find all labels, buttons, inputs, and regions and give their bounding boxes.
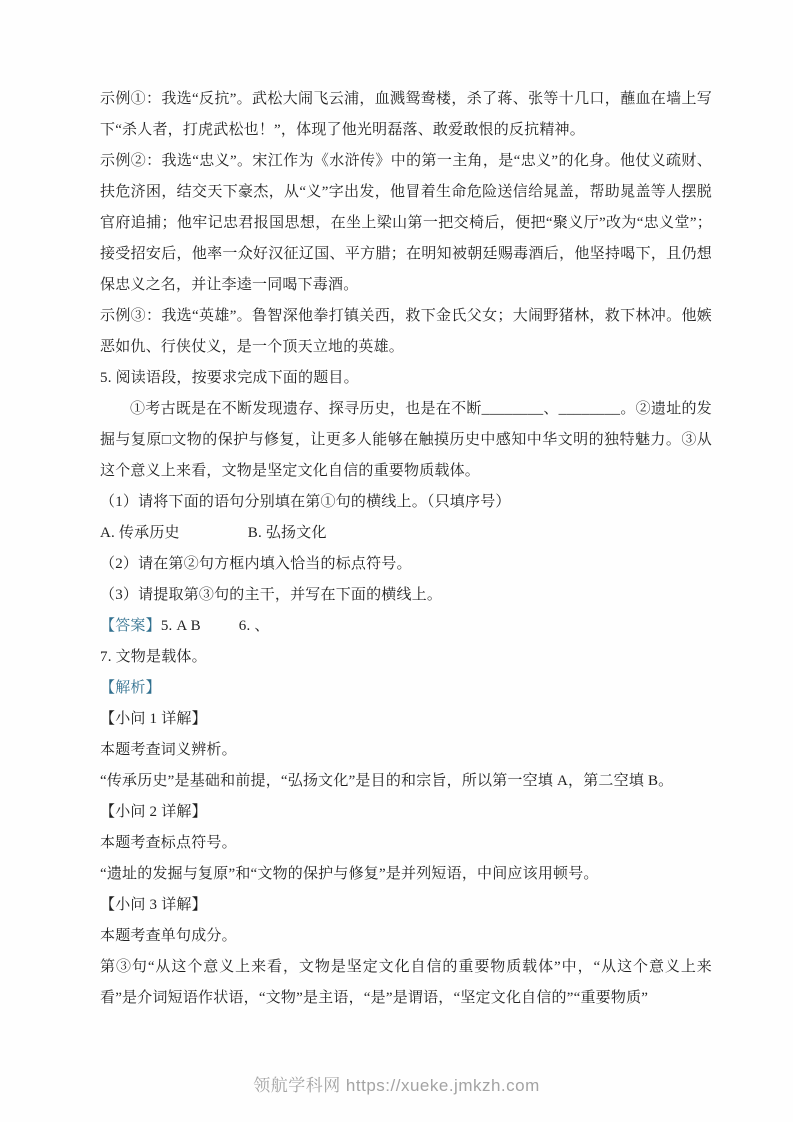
detail-header: 【小问 1 详解】 — [100, 711, 207, 727]
watermark-text: 领航学科网 https://xueke.jmkzh.com — [253, 1076, 540, 1095]
subquestion-2-header — [100, 797, 712, 828]
subquestion-1-explanation — [100, 766, 712, 797]
answer-label: 【答案】 — [100, 618, 161, 634]
detail-header: 【小问 2 详解】 — [100, 804, 207, 820]
answer-line — [100, 611, 712, 642]
subquestion-2-explanation — [100, 859, 712, 890]
paragraph-text: 示例③：我选“英雄”。鲁智深他拳打镇关西，救下金氏父女；大闹野猪林，救下林冲。他嫉恶如仇、行侠仗义，是一个顶天立地的英雄。 — [100, 308, 712, 355]
subquestion-3-intro — [100, 921, 712, 952]
subquestion-2-intro — [100, 828, 712, 859]
example-3-paragraph — [100, 301, 712, 363]
answer-5: 5. A B — [160, 618, 201, 634]
paragraph-text: 示例②：我选“忠义”。宋江作为《水浒传》中的第一主角，是“忠义”的化身。他仗义疏财、扶危济困，结交天下豪杰，从“义”字出发，他冒着生命危险送信给晁盖，帮助晁盖等人摆脱官府追捕；他牢记忠君报国思想，在坐上梁山第一把交椅后，便把“聚义厅”改为“忠义堂”；接受招安后，他率一众好汉征辽国、平方腊；在明知被朝廷赐毒酒后，他坚持喝下，且仍想保忠义之名，并让李逵一同喝下毒酒。 — [100, 153, 712, 293]
explanation-text: “传承历史”是基础和前提，“弘扬文化”是目的和宗旨，所以第一空填 A，第二空填 B。 — [100, 773, 674, 789]
sub-question-3 — [100, 580, 712, 611]
analysis-label: 【解析】 — [100, 680, 161, 696]
option-a: A. 传承历史 — [100, 525, 180, 541]
analysis-label-line — [100, 673, 712, 704]
example-1-paragraph — [100, 84, 712, 146]
sub-question-text: （1）请将下面的语句分别填在第①句的横线上。（只填序号） — [100, 494, 511, 510]
question-5-stem — [100, 363, 712, 394]
subquestion-3-explanation — [100, 952, 712, 1014]
answer-6: 6. 、 — [238, 618, 270, 634]
paragraph-text: 示例①：我选“反抗”。武松大闹飞云浦，血溅鸳鸯楼，杀了蒋、张等十几口，蘸血在墙上写下“杀人者，打虎武松也！”，体现了他光明磊落、敢爱敢恨的反抗精神。 — [100, 91, 712, 138]
explanation-text: “遗址的发掘与复原”和“文物的保护与修复”是并列短语，中间应该用顿号。 — [100, 866, 599, 882]
subquestion-3-header — [100, 890, 712, 921]
sub-question-2 — [100, 549, 712, 580]
option-row — [100, 518, 712, 549]
answer-7: 7. 文物是载体。 — [100, 649, 207, 665]
question-number-and-stem: 5. 阅读语段，按要求完成下面的题目。 — [100, 370, 359, 386]
subquestion-1-header — [100, 704, 712, 735]
passage-text: ①考古既是在不断发现遗存、探寻历史，也是在不断________、________。②遗址的发掘与复原□文物的保护与修复，让更多人能够在触摸历史中感知中华文明的独特魅力。③从这个意义上来看，文物是坚定文化自信的重要物质载体。 — [100, 401, 712, 479]
explanation-text: 第③句“从这个意义上来看，文物是坚定文化自信的重要物质载体”中，“从这个意义上来看”是介词短语作状语，“文物”是主语，“是”是谓语，“坚定文化自信的”“重要物质” — [100, 959, 712, 1006]
document-content — [100, 84, 712, 1014]
sub-question-1 — [100, 487, 712, 518]
subquestion-1-intro — [100, 735, 712, 766]
example-2-paragraph — [100, 146, 712, 301]
explanation-text: 本题考查单句成分。 — [100, 928, 237, 944]
reading-passage — [100, 394, 712, 487]
sub-question-text: （2）请在第②句方框内填入恰当的标点符号。 — [100, 556, 412, 572]
option-b: B. 弘扬文化 — [247, 525, 327, 541]
explanation-text: 本题考查词义辨析。 — [100, 742, 237, 758]
explanation-text: 本题考查标点符号。 — [100, 835, 237, 851]
watermark-footer — [0, 1071, 793, 1096]
detail-header: 【小问 3 详解】 — [100, 897, 207, 913]
sub-question-text: （3）请提取第③句的主干，并写在下面的横线上。 — [100, 587, 443, 603]
answer-7-line — [100, 642, 712, 673]
